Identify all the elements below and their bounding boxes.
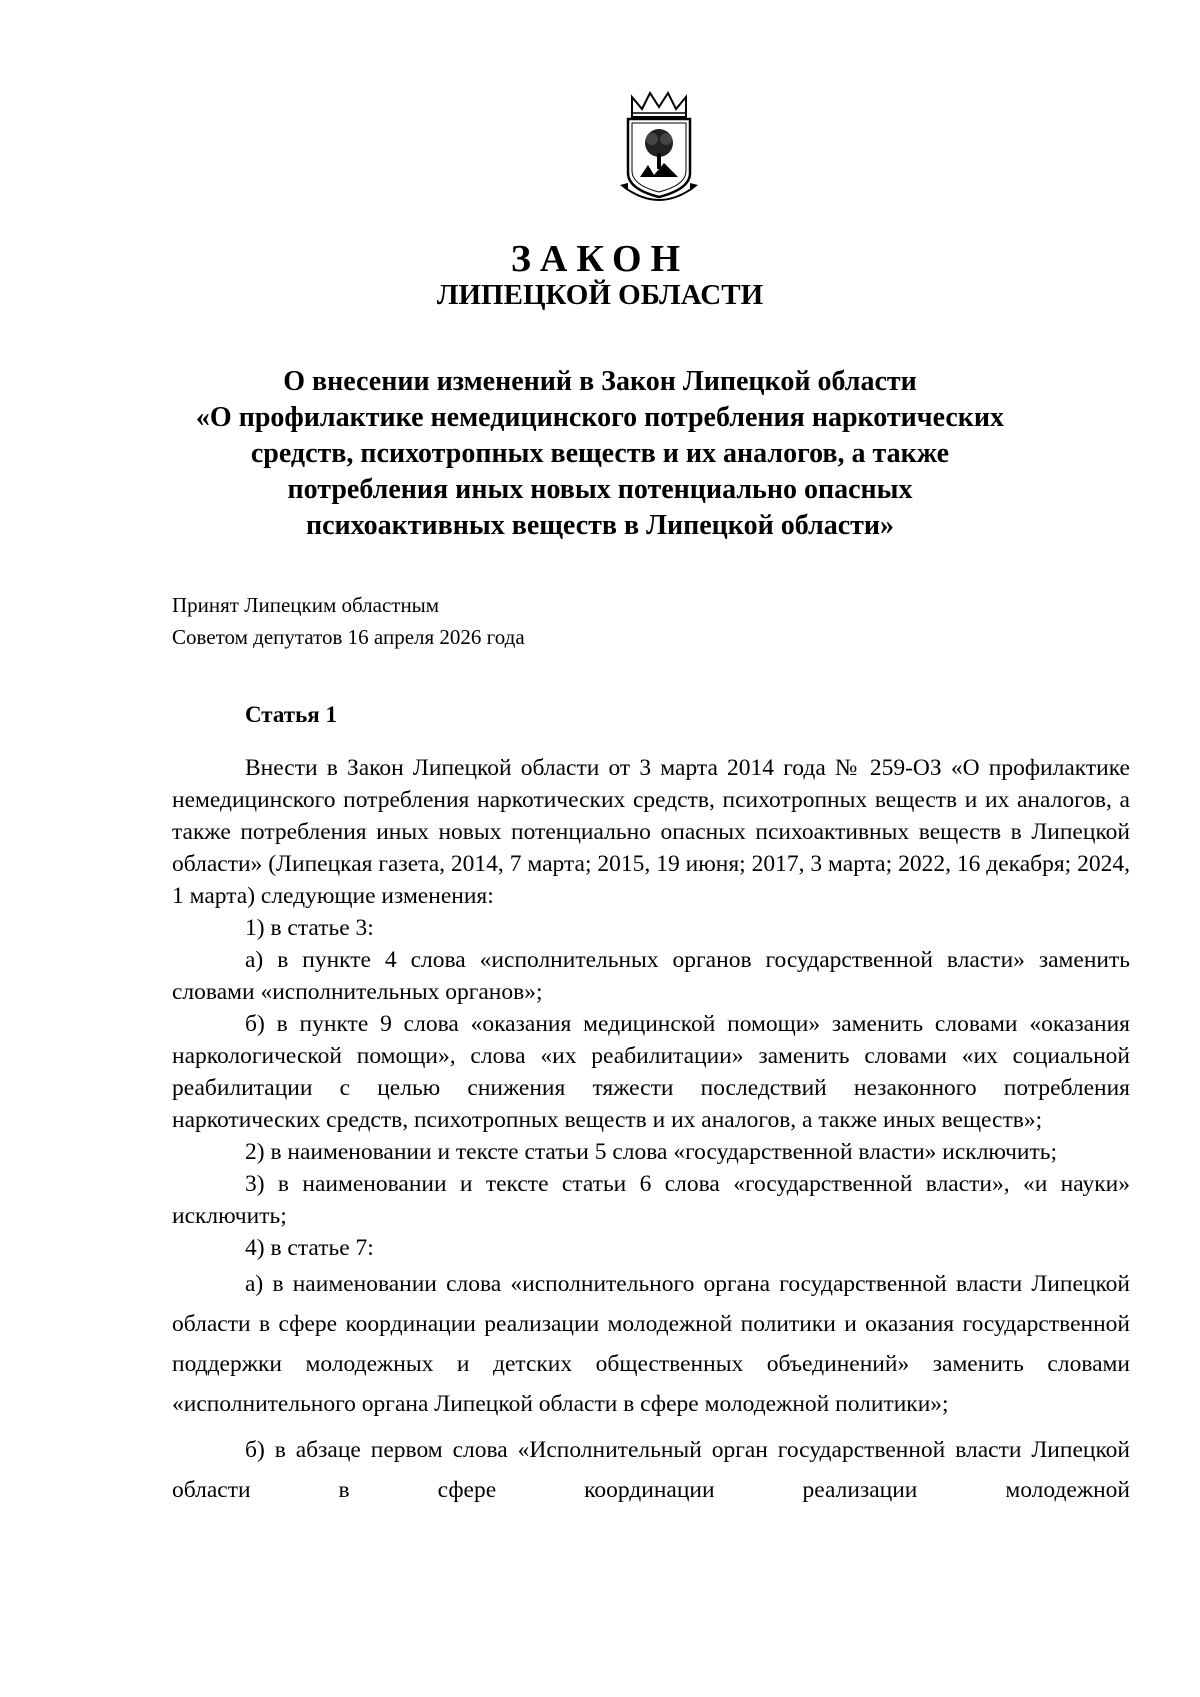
law-title-line: психоактивных веществ в Липецкой области»	[305, 510, 895, 541]
law-title-line: потребления иных новых потенциально опасных	[287, 474, 913, 505]
law-title-line: «О профилактике немедицинского потребления наркотических	[195, 402, 1005, 433]
document-title: ЗАКОН	[510, 238, 690, 280]
adoption-line: Принят Липецким областным	[172, 593, 440, 617]
adoption-line: Советом депутатов 16 апреля 2026 года	[172, 625, 525, 649]
article-item: 2) в наименовании и тексте статьи 5 слова «государственной власти» исключить;	[245, 1139, 1057, 1165]
law-title-line: средств, психотропных веществ и их аналогов, а также	[250, 438, 950, 469]
article-subitem: а) в наименовании слова «исполнительного органа государственной власти Липецкой области в сфере координации реализации молодежной политики и оказания государственной поддержки молодежных и детских общественных объединений» заменить словами «исполнительного органа Липецкой области в сфере молодежной политики»;	[172, 1271, 1130, 1417]
law-title-line: О внесении изменений в Закон Липецкой области	[283, 366, 917, 397]
article-subitem: б) в пункте 9 слова «оказания медицинской помощи» заменить словами «оказания наркологической помощи», слова «их реабилитации» заменить словами «их социальной реабилитации с целью снижения тяжести последствий незаконного потребления наркотических средств, психотропных веществ и их аналогов, а также иных веществ»;	[172, 1011, 1130, 1133]
article-subitem: а) в пункте 4 слова «исполнительных органов государственной власти» заменить словами «исполнительных органов»;	[172, 947, 1130, 1005]
article-intro: Внести в Закон Липецкой области от 3 марта 2014 года № 259-ОЗ «О профилактике немедицинского потребления наркотических средств, психотропных веществ и их аналогов, а также потребления иных новых потенциально опасных психоактивных веществ в Липецкой области» (Липецкая газета, 2014, 7 марта; 2015, 19 июня; 2017, 3 марта; 2022, 16 декабря; 2024, 1 марта) следующие изменения:	[172, 755, 1130, 909]
article-heading: Статья 1	[245, 702, 337, 727]
article-item: 1) в статье 3:	[245, 915, 374, 941]
law-title	[180, 364, 1020, 544]
article-subitem: б) в абзаце первом слова «Исполнительный орган государственной власти Липецкой области в сфере координации реализации молодежной	[172, 1437, 1130, 1503]
article-item: 4) в статье 7:	[245, 1235, 374, 1261]
adoption-note	[172, 589, 525, 653]
document-subtitle: ЛИПЕЦКОЙ ОБЛАСТИ	[436, 279, 764, 311]
article-body	[172, 752, 1130, 1510]
article-item: 3) в наименовании и тексте статьи 6 слова «государственной власти», «и науки» исключить;	[172, 1171, 1130, 1229]
coat-of-arms-emblem	[618, 91, 700, 206]
